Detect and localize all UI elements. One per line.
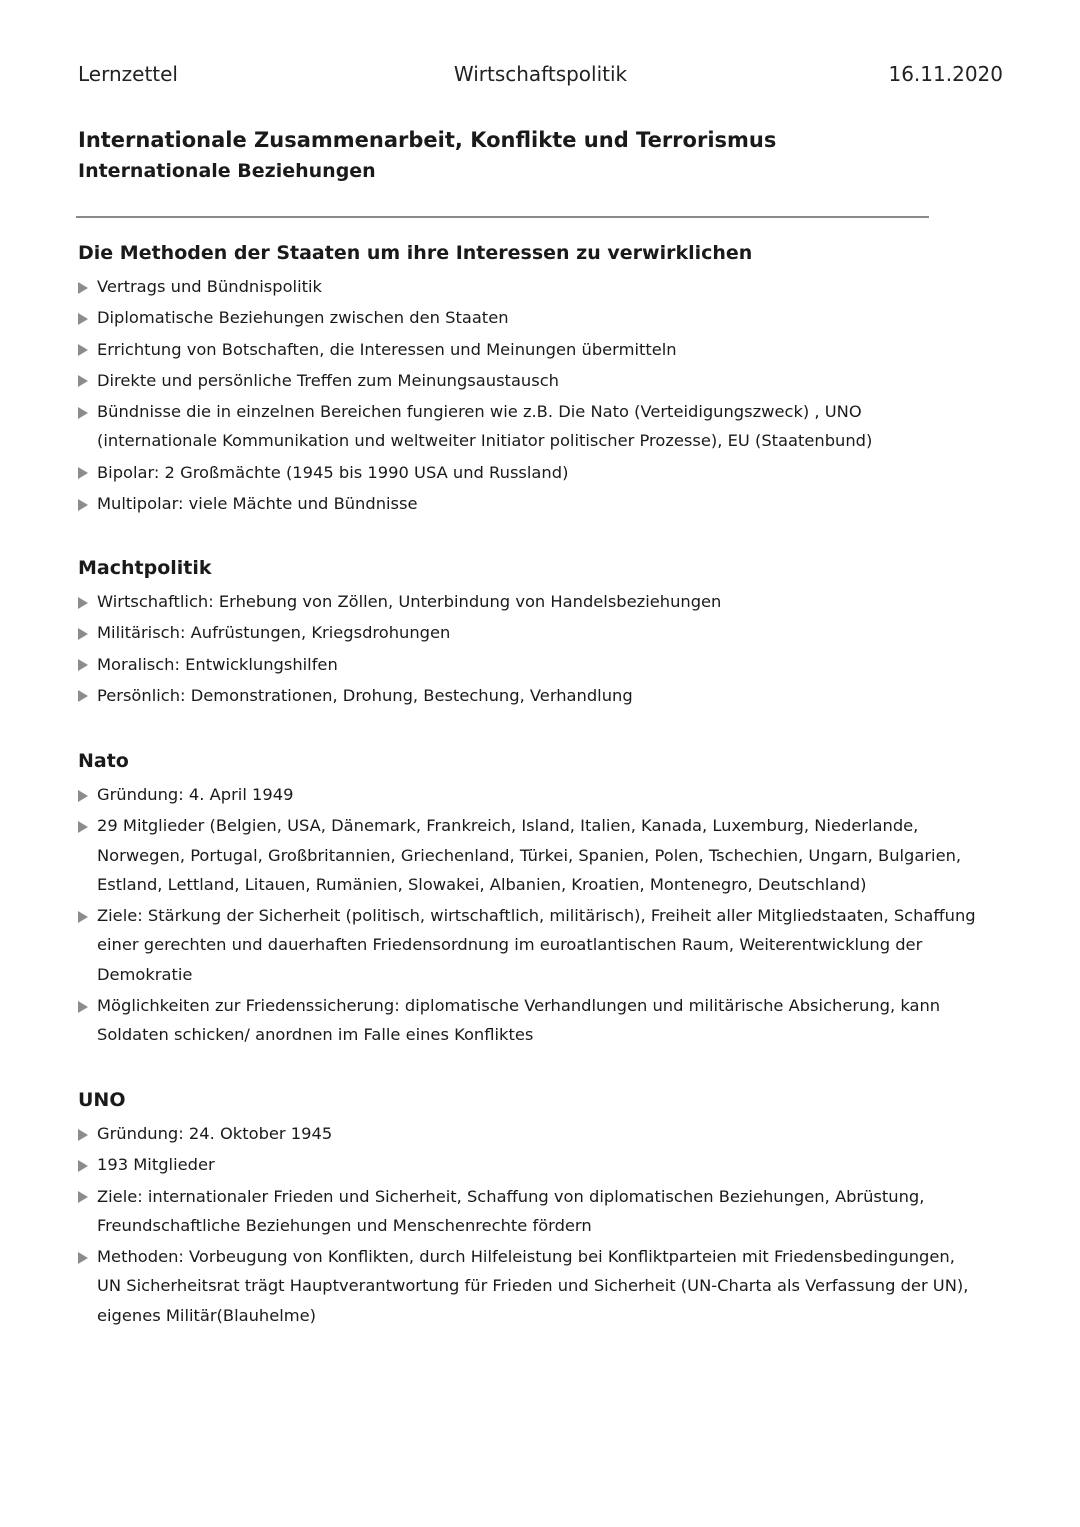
list-item bbox=[78, 303, 1003, 332]
list-item-text: Ziele: Stärkung der Sicherheit (politisch, wirtschaftlich, militärisch), Freiheit aller Mitgliedstaaten, Schaffung bbox=[97, 906, 976, 926]
section-title: Die Methoden der Staaten um ihre Interessen zu verwirklichen bbox=[78, 242, 753, 264]
bullet-list bbox=[78, 1119, 1003, 1330]
triangle-right-icon bbox=[78, 911, 88, 923]
triangle-right-icon bbox=[78, 659, 88, 671]
page-header bbox=[78, 62, 1003, 92]
list-item-text: Militärisch: Aufrüstungen, Kriegsdrohungen bbox=[97, 623, 451, 643]
list-item-text: Ziele: internationaler Frieden und Sicherheit, Schaffung von diplomatischen Beziehungen, Abrüstung, bbox=[97, 1186, 925, 1206]
list-item bbox=[78, 1150, 1003, 1179]
section-title: Machtpolitik bbox=[78, 557, 212, 579]
triangle-right-icon bbox=[78, 1160, 88, 1172]
triangle-right-icon bbox=[78, 821, 88, 833]
triangle-right-icon bbox=[78, 597, 88, 609]
list-item-text: Soldaten schicken/ anordnen im Falle eines Konfliktes bbox=[97, 1025, 534, 1045]
list-item-text: Bündnisse die in einzelnen Bereichen fungieren wie z.B. Die Nato (Verteidigungszweck) , UNO bbox=[97, 402, 862, 422]
list-item-text: Norwegen, Portugal, Großbritannien, Griechenland, Türkei, Spanien, Polen, Tschechien, Ungarn, Bulgarien, bbox=[97, 845, 962, 865]
list-item-text: Moralisch: Entwicklungshilfen bbox=[97, 654, 338, 674]
list-item bbox=[78, 618, 1003, 647]
list-item bbox=[78, 1182, 1003, 1241]
list-item-text: (internationale Kommunikation und weltweiter Initiator politischer Prozesse), EU (Staatenbund) bbox=[97, 431, 873, 451]
list-item-text: Freundschaftliche Beziehungen und Menschenrechte fördern bbox=[97, 1215, 592, 1235]
section-methoden bbox=[78, 240, 1003, 520]
list-item-text: eigenes Militär(Blauhelme) bbox=[97, 1305, 316, 1325]
bullet-list bbox=[78, 780, 1003, 1050]
list-item-text: einer gerechten und dauerhaften Friedensordnung im euroatlantischen Raum, Weiterentwicklung der bbox=[97, 935, 923, 955]
triangle-right-icon bbox=[78, 407, 88, 419]
list-item bbox=[78, 650, 1003, 679]
list-item-text: Gründung: 4. April 1949 bbox=[97, 785, 294, 804]
list-item-text: Errichtung von Botschaften, die Interessen und Meinungen übermitteln bbox=[97, 339, 677, 359]
list-item-text: Wirtschaftlich: Erhebung von Zöllen, Unterbindung von Handelsbeziehungen bbox=[97, 592, 722, 611]
triangle-right-icon bbox=[78, 690, 88, 702]
list-item-text: Gründung: 24. Oktober 1945 bbox=[97, 1124, 333, 1143]
list-item-text: Diplomatische Beziehungen zwischen den Staaten bbox=[97, 308, 509, 328]
triangle-right-icon bbox=[78, 1001, 88, 1013]
triangle-right-icon bbox=[78, 375, 88, 387]
list-item bbox=[78, 458, 1003, 487]
list-item-text: Bipolar: 2 Großmächte (1945 bis 1990 USA und Russland) bbox=[97, 462, 569, 482]
header-subject: Wirtschaftspolitik bbox=[453, 62, 628, 86]
triangle-right-icon bbox=[78, 790, 88, 802]
triangle-right-icon bbox=[78, 282, 88, 294]
page-subtitle: Internationale Beziehungen bbox=[78, 160, 376, 182]
bullet-list bbox=[78, 272, 1003, 518]
triangle-right-icon bbox=[78, 344, 88, 356]
page-title: Internationale Zusammenarbeit, Konflikte und Terrorismus bbox=[78, 128, 777, 152]
triangle-right-icon bbox=[78, 1129, 88, 1141]
list-item-text: UN Sicherheitsrat trägt Hauptverantwortung für Frieden und Sicherheit (UN-Charta als Verfassung der UN), bbox=[97, 1276, 969, 1296]
triangle-right-icon bbox=[78, 499, 88, 511]
triangle-right-icon bbox=[78, 467, 88, 479]
list-item bbox=[78, 1242, 1003, 1330]
header-date: 16.11.2020 bbox=[888, 62, 1003, 86]
list-item bbox=[78, 587, 1003, 616]
list-item bbox=[78, 681, 1003, 710]
list-item bbox=[78, 272, 1003, 301]
list-item bbox=[78, 335, 1003, 364]
triangle-right-icon bbox=[78, 1252, 88, 1264]
list-item-text: 29 Mitglieder (Belgien, USA, Dänemark, Frankreich, Island, Italien, Kanada, Luxemburg, Niederlande, bbox=[97, 816, 919, 836]
section-title: UNO bbox=[78, 1089, 126, 1111]
list-item-text: Vertrags und Bündnispolitik bbox=[97, 277, 322, 296]
list-item-text: Möglichkeiten zur Friedenssicherung: diplomatische Verhandlungen und militärische Absicherung, kann bbox=[97, 996, 941, 1016]
list-item bbox=[78, 1119, 1003, 1148]
title-divider bbox=[76, 216, 929, 218]
triangle-right-icon bbox=[78, 628, 88, 640]
list-item-text: Estland, Lettland, Litauen, Rumänien, Slowakei, Albanien, Kroatien, Montenegro, Deutschland) bbox=[97, 874, 867, 894]
section-title: Nato bbox=[78, 750, 129, 772]
list-item bbox=[78, 901, 1003, 989]
list-item bbox=[78, 397, 1003, 456]
list-item-text: Direkte und persönliche Treffen zum Meinungsaustausch bbox=[97, 370, 559, 390]
list-item-text: Demokratie bbox=[97, 964, 193, 984]
list-item bbox=[78, 489, 1003, 518]
bullet-list bbox=[78, 587, 1003, 710]
list-item bbox=[78, 366, 1003, 395]
section-nato bbox=[78, 748, 1003, 1052]
list-item bbox=[78, 811, 1003, 899]
list-item-text: Multipolar: viele Mächte und Bündnisse bbox=[97, 494, 418, 514]
triangle-right-icon bbox=[78, 313, 88, 325]
list-item bbox=[78, 991, 1003, 1050]
header-label: Lernzettel bbox=[78, 62, 178, 86]
list-item bbox=[78, 780, 1003, 809]
list-item-text: Methoden: Vorbeugung von Konflikten, durch Hilfeleistung bei Konfliktparteien mit Friedensbedingungen, bbox=[97, 1247, 955, 1267]
section-machtpolitik bbox=[78, 555, 1003, 712]
list-item-text: 193 Mitglieder bbox=[97, 1155, 215, 1175]
list-item-text: Persönlich: Demonstrationen, Drohung, Bestechung, Verhandlung bbox=[97, 685, 633, 705]
section-uno bbox=[78, 1087, 1003, 1332]
triangle-right-icon bbox=[78, 1191, 88, 1203]
